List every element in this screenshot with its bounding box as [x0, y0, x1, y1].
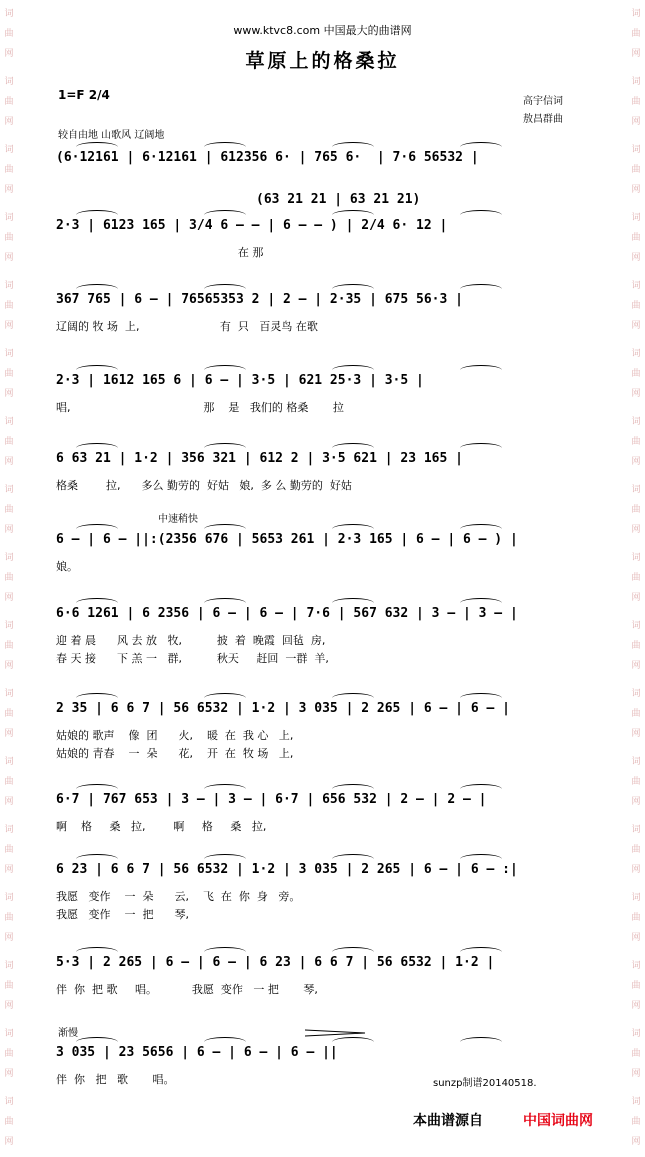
watermark-char: 网	[631, 933, 641, 943]
slur-arc	[332, 443, 374, 453]
slur-arc	[332, 1037, 374, 1047]
score-row	[56, 955, 576, 1015]
lyric-line: 迎 着 晨 风 去 放 牧, 披 着 晚霞 回毡 房,	[56, 634, 326, 647]
notation-line: 6 – | 6 – ||:(2356 676 | 5653 261 | 2·3 165 | 6 – | 6 – ) |	[56, 532, 518, 547]
footer-site-name[interactable]: 中国词曲网	[523, 1113, 593, 1129]
watermark-char: 网	[631, 525, 641, 535]
watermark-char: 曲	[631, 709, 641, 719]
watermark-char: 网	[631, 253, 641, 263]
watermark-char: 词	[631, 621, 641, 631]
watermark-char: 曲	[4, 97, 14, 107]
lyric-line: 我愿 变作 一 把 琴,	[56, 908, 189, 921]
notation-line: 6·7 | 767 653 | 3 – | 3 – | 6·7 | 656 532 | 2 – | 2 – |	[56, 792, 487, 807]
slur-arc	[460, 142, 502, 152]
slur-arc	[460, 784, 502, 794]
watermark-char: 词	[631, 689, 641, 699]
watermark-char: 曲	[4, 981, 14, 991]
watermark-char: 词	[631, 145, 641, 155]
watermark-char: 曲	[631, 981, 641, 991]
watermark-char: 曲	[631, 97, 641, 107]
slur-arc	[460, 947, 502, 957]
lyric-line: 姑娘的 青春 一 朵 花, 开 在 牧 场 上,	[56, 747, 294, 760]
watermark-char: 曲	[631, 573, 641, 583]
key-signature: 1=F 2/4	[58, 88, 110, 102]
slur-arc	[76, 947, 118, 957]
slur-arc	[332, 142, 374, 152]
watermark-char: 词	[4, 689, 14, 699]
slur-arc	[76, 443, 118, 453]
watermark-char: 网	[4, 321, 14, 331]
slur-arc	[332, 284, 374, 294]
watermark-char: 词	[4, 417, 14, 427]
slur-arc	[76, 598, 118, 608]
watermark-char: 曲	[631, 233, 641, 243]
score-row	[56, 862, 576, 922]
footer-source-label: 本曲谱源自	[413, 1113, 483, 1129]
slur-arc	[204, 854, 246, 864]
slur-arc	[460, 524, 502, 534]
slur-arc	[332, 365, 374, 375]
watermark-char: 词	[631, 485, 641, 495]
watermark-char: 曲	[631, 29, 641, 39]
lyric-line: 格桑 拉, 多么 勤劳的 好姑 娘, 多 么 勤劳的 好姑	[56, 479, 352, 492]
watermark-char: 网	[631, 865, 641, 875]
slur-arc	[204, 947, 246, 957]
watermark-char: 网	[4, 661, 14, 671]
watermark-char: 曲	[4, 233, 14, 243]
watermark-char: 网	[631, 1001, 641, 1011]
lyric-line: 伴 你 把 歌 唱。 我愿 变作 一 把 琴,	[56, 983, 318, 996]
watermark-char: 曲	[4, 369, 14, 379]
slur-arc	[204, 284, 246, 294]
slur-arc	[460, 284, 502, 294]
watermark-char: 曲	[4, 165, 14, 175]
watermark-char: 曲	[631, 505, 641, 515]
slur-arc	[460, 1037, 502, 1047]
site-header[interactable]: www.ktvc8.com 中国最大的曲谱网	[233, 24, 412, 37]
notation-line: 2·3 | 6123 165 | 3/4 6 – – | 6 – – ) | 2/4 6· 12 |	[56, 218, 448, 233]
watermark-char: 网	[4, 865, 14, 875]
slur-arc	[76, 1037, 118, 1047]
watermark-char: 网	[4, 1137, 14, 1147]
lyric-line: 我愿 变作 一 朵 云, 飞 在 你 身 旁。	[56, 890, 301, 903]
watermark-char: 曲	[631, 165, 641, 175]
watermark-char: 网	[631, 321, 641, 331]
watermark-char: 曲	[4, 1117, 14, 1127]
tempo-end: 渐慢	[58, 1028, 78, 1039]
watermark-char: 网	[4, 933, 14, 943]
watermark-char: 网	[4, 525, 14, 535]
watermark-char: 网	[631, 729, 641, 739]
score-row	[56, 373, 576, 433]
watermark-char: 词	[4, 1097, 14, 1107]
watermark-char: 网	[631, 117, 641, 127]
score-title: 草原上的格桑拉	[245, 50, 400, 72]
watermark-right	[629, 0, 643, 1157]
watermark-char: 网	[4, 389, 14, 399]
lyric-line: 伴 你 把 歌 唱。	[56, 1073, 175, 1086]
watermark-char: 曲	[631, 1049, 641, 1059]
watermark-char: 词	[631, 9, 641, 19]
watermark-char: 曲	[631, 437, 641, 447]
watermark-char: 词	[631, 1029, 641, 1039]
watermark-char: 词	[4, 893, 14, 903]
watermark-char: 词	[631, 553, 641, 563]
watermark-char: 词	[4, 145, 14, 155]
slur-arc	[76, 854, 118, 864]
slur-arc	[460, 210, 502, 220]
watermark-char: 网	[4, 457, 14, 467]
slur-arc	[204, 693, 246, 703]
composer: 敖昌群曲	[523, 114, 563, 125]
watermark-char: 曲	[631, 301, 641, 311]
watermark-char: 网	[631, 1069, 641, 1079]
lyric-line: 春 天 接 下 羔 一 群, 秋天 赶回 一群 羊,	[56, 652, 329, 665]
watermark-char: 词	[4, 553, 14, 563]
watermark-char: 词	[631, 417, 641, 427]
notation-line: 2·3 | 1612 165 6 | 6 – | 3·5 | 621 25·3 | 3·5 |	[56, 373, 424, 388]
crescendo-mark	[305, 1028, 367, 1038]
watermark-char: 词	[631, 349, 641, 359]
watermark-char: 曲	[4, 913, 14, 923]
watermark-char: 词	[631, 757, 641, 767]
notation-line: 3 035 | 23 5656 | 6 – | 6 – | 6 – ||	[56, 1045, 338, 1060]
notation-line: 2 35 | 6 6 7 | 56 6532 | 1·2 | 3 035 | 2 265 | 6 – | 6 – |	[56, 701, 510, 716]
score-row	[56, 792, 576, 852]
slur-arc	[204, 598, 246, 608]
slur-arc	[460, 598, 502, 608]
lyric-line: 辽阔的 牧 场 上, 有 只 百灵鸟 在歌	[56, 320, 318, 333]
slur-arc	[204, 524, 246, 534]
watermark-char: 曲	[4, 437, 14, 447]
slur-arc	[204, 1037, 246, 1047]
tempo-intro: 较自由地 山歌风 辽阔地	[58, 130, 165, 141]
watermark-char: 词	[631, 1097, 641, 1107]
watermark-char: 网	[4, 253, 14, 263]
slur-arc	[460, 443, 502, 453]
slur-arc	[76, 365, 118, 375]
slur-arc	[460, 693, 502, 703]
watermark-char: 网	[4, 185, 14, 195]
watermark-char: 网	[631, 185, 641, 195]
notation-line: 367 765 | 6 – | 76565353 2 | 2 – | 2·35 | 675 56·3 |	[56, 292, 463, 307]
watermark-char: 词	[4, 825, 14, 835]
slur-arc	[460, 365, 502, 375]
watermark-char: 网	[631, 661, 641, 671]
watermark-char: 曲	[4, 641, 14, 651]
watermark-char: 网	[631, 593, 641, 603]
lyric-line: 在 那	[56, 246, 264, 259]
lyric-line: 啊 格 桑 拉, 啊 格 桑 拉,	[56, 820, 267, 833]
watermark-char: 网	[631, 1137, 641, 1147]
watermark-char: 曲	[4, 573, 14, 583]
watermark-char: 网	[4, 729, 14, 739]
watermark-char: 词	[4, 9, 14, 19]
watermark-char: 曲	[4, 845, 14, 855]
watermark-char: 词	[4, 961, 14, 971]
slur-arc	[332, 854, 374, 864]
slur-arc	[332, 210, 374, 220]
watermark-char: 曲	[631, 369, 641, 379]
slur-arc	[76, 142, 118, 152]
watermark-char: 曲	[631, 641, 641, 651]
notation-line: 6 63 21 | 1·2 | 356 321 | 612 2 | 3·5 621 | 23 165 |	[56, 451, 463, 466]
watermark-char: 词	[4, 349, 14, 359]
watermark-char: 词	[631, 77, 641, 87]
watermark-char: 词	[4, 1029, 14, 1039]
notation-prefix: (63 21 21 | 63 21 21)	[256, 192, 421, 207]
watermark-char: 词	[4, 621, 14, 631]
watermark-char: 曲	[4, 29, 14, 39]
slur-arc	[76, 693, 118, 703]
watermark-char: 词	[4, 485, 14, 495]
notation-line: 6 23 | 6 6 7 | 56 6532 | 1·2 | 3 035 | 2 265 | 6 – | 6 – :|	[56, 862, 518, 877]
watermark-char: 词	[4, 77, 14, 87]
slur-arc	[76, 210, 118, 220]
watermark-char: 词	[4, 281, 14, 291]
watermark-char: 词	[631, 893, 641, 903]
watermark-char: 曲	[631, 1117, 641, 1127]
watermark-char: 曲	[4, 505, 14, 515]
score-row	[56, 451, 576, 511]
lyric-line: 姑娘的 歌声 像 团 火, 暖 在 我 心 上,	[56, 729, 294, 742]
watermark-char: 网	[4, 49, 14, 59]
score-row	[56, 532, 576, 592]
watermark-char: 网	[4, 117, 14, 127]
watermark-char: 词	[631, 825, 641, 835]
watermark-char: 曲	[4, 1049, 14, 1059]
slur-arc	[204, 210, 246, 220]
watermark-char: 词	[631, 213, 641, 223]
watermark-char: 词	[631, 961, 641, 971]
lyricist: 高宇信词	[523, 96, 563, 107]
watermark-char: 曲	[631, 777, 641, 787]
watermark-char: 曲	[631, 845, 641, 855]
slur-arc	[332, 524, 374, 534]
lyric-line: 唱, 那 是 我们的 格桑 拉	[56, 401, 344, 414]
watermark-char: 曲	[4, 709, 14, 719]
slur-arc	[204, 365, 246, 375]
notation-line: 6·6 1261 | 6 2356 | 6 – | 6 – | 7·6 | 567 632 | 3 – | 3 – |	[56, 606, 518, 621]
slur-arc	[332, 693, 374, 703]
watermark-char: 网	[4, 1001, 14, 1011]
notation-line: 5·3 | 2 265 | 6 – | 6 – | 6 23 | 6 6 7 | 56 6532 | 1·2 |	[56, 955, 495, 970]
slur-arc	[76, 284, 118, 294]
tempo-mid: 中速稍快	[158, 514, 198, 525]
watermark-char: 曲	[4, 777, 14, 787]
watermark-left	[2, 0, 16, 1157]
slur-arc	[332, 598, 374, 608]
score-row	[56, 192, 576, 278]
watermark-char: 曲	[4, 301, 14, 311]
score-row	[56, 701, 576, 761]
watermark-char: 曲	[631, 913, 641, 923]
watermark-char: 词	[631, 281, 641, 291]
score-row	[56, 292, 576, 352]
transcriber-signature: sunzp制谱20140518.	[433, 1078, 537, 1089]
watermark-char: 词	[4, 757, 14, 767]
watermark-char: 网	[631, 797, 641, 807]
slur-arc	[204, 443, 246, 453]
watermark-char: 网	[4, 593, 14, 603]
slur-arc	[204, 784, 246, 794]
score-row	[56, 606, 576, 666]
watermark-char: 网	[631, 457, 641, 467]
slur-arc	[204, 142, 246, 152]
lyric-line: 娘。	[56, 560, 78, 573]
watermark-char: 网	[4, 1069, 14, 1079]
watermark-char: 网	[4, 797, 14, 807]
watermark-char: 网	[631, 389, 641, 399]
watermark-char: 词	[4, 213, 14, 223]
slur-arc	[76, 524, 118, 534]
slur-arc	[332, 784, 374, 794]
slur-arc	[460, 854, 502, 864]
notation-line: (6·12161 | 6·12161 | 612356 6· | 765 6· | 7·6 56532 |	[56, 150, 479, 165]
slur-arc	[332, 947, 374, 957]
slur-arc	[76, 784, 118, 794]
watermark-char: 网	[631, 49, 641, 59]
